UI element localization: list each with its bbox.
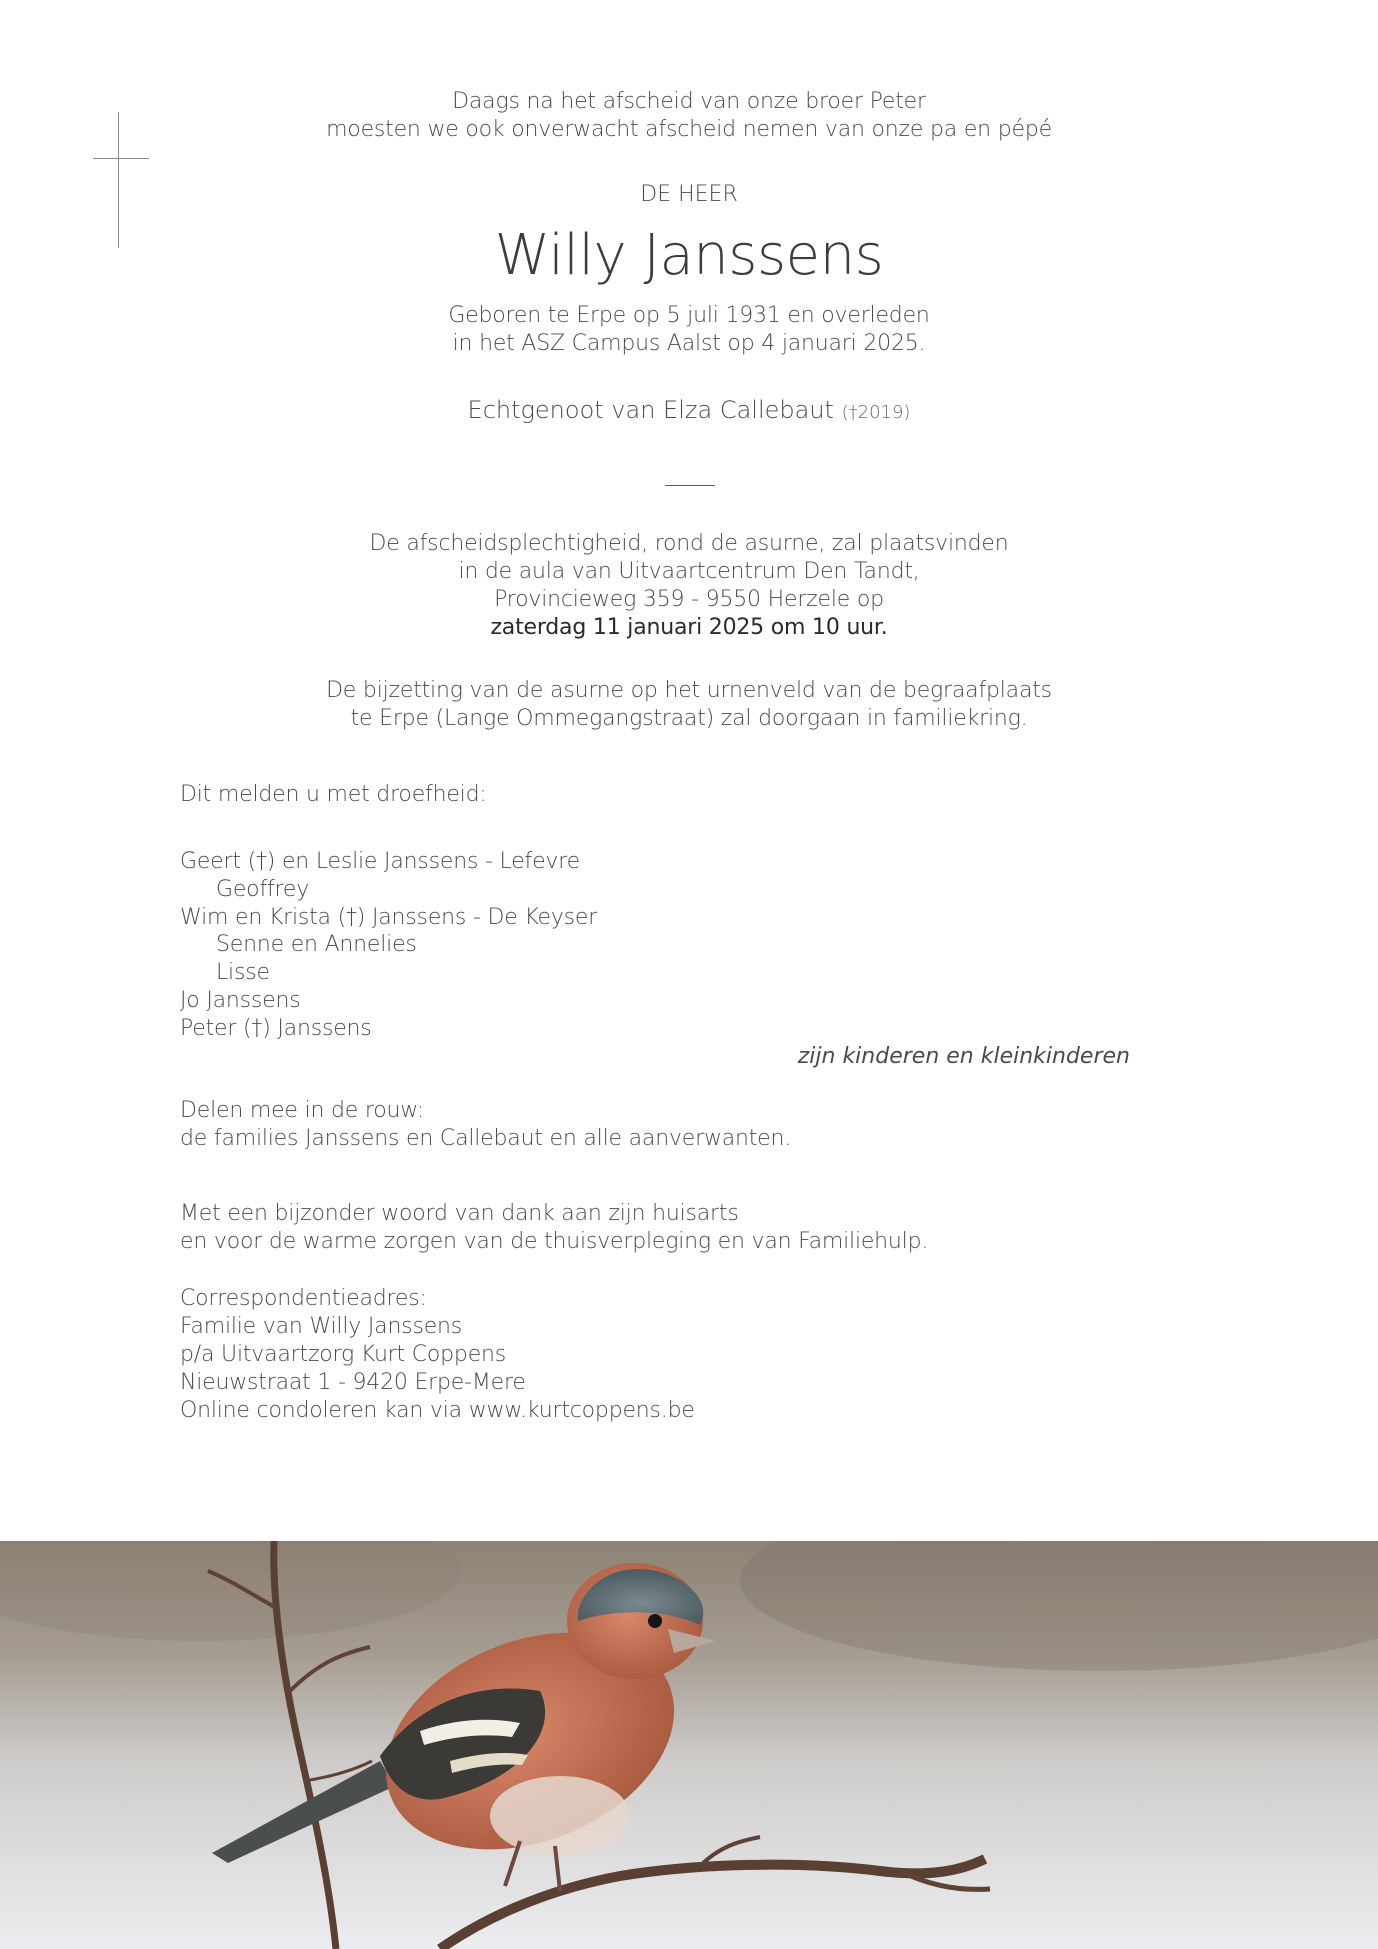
burial-line: De bijzetting van de asurne op het urnenveld van de begraafplaats [326, 678, 1052, 703]
burial-text [0, 677, 1378, 733]
correspondence-heading: Correspondentieadres: [180, 1286, 427, 1311]
born-line: in het ASZ Campus Aalst op 4 januari 2025. [452, 331, 926, 356]
family-member: Senne en Annelies [216, 932, 417, 958]
family-member: Wim en Krista (†) Janssens - De Keyser [180, 904, 598, 930]
family-member: Geert (†) en Leslie Janssens - Lefevre [180, 849, 580, 874]
ceremony-line: Provincieweg 359 - 9550 Herzele op [494, 587, 884, 612]
mention-text: Dit melden u met droefheid: [180, 782, 487, 807]
divider [665, 485, 715, 486]
honorific-title: DE HEER [640, 182, 738, 207]
correspondence-line: p/a Uitvaartzorg Kurt Coppens [180, 1342, 507, 1367]
ceremony-text [0, 530, 1378, 642]
thanks-text [180, 1200, 928, 1256]
share-line: de families Janssens en Callebaut en alle aanverwanten. [180, 1126, 792, 1151]
intro-line: moesten we ook onverwacht afscheid nemen van onze pa en pépé [326, 117, 1052, 142]
correspondence-line: Nieuwstraat 1 - 9420 Erpe-Mere [180, 1370, 526, 1395]
ceremony-date: zaterdag 11 januari 2025 om 10 uur. [490, 615, 888, 640]
family-list [180, 848, 597, 1043]
born-line: Geboren te Erpe op 5 juli 1931 en overleden [448, 303, 930, 328]
thanks-line: Met een bijzonder woord van dank aan zijn huisarts [180, 1201, 739, 1226]
deceased-name: Willy Janssens [494, 223, 884, 288]
correspondence-line: Familie van Willy Janssens [180, 1314, 463, 1339]
share-line: Delen mee in de rouw: [180, 1098, 425, 1123]
thanks-line: en voor de warme zorgen van de thuisverpleging en van Familiehulp. [180, 1229, 929, 1254]
correspondence-block [180, 1285, 695, 1425]
ceremony-line: in de aula van Uitvaartcentrum Den Tandt, [458, 559, 920, 584]
share-text [180, 1097, 791, 1153]
intro-line: Daags na het afscheid van onze broer Peter [452, 89, 926, 114]
family-member: Peter (†) Janssens [180, 1015, 372, 1041]
spouse-death-year: (†2019) [841, 402, 911, 423]
spouse-line [0, 396, 1378, 424]
chaffinch-photo [0, 1541, 1378, 1949]
birth-death-text [0, 302, 1378, 358]
cross-horizontal-bar [93, 158, 149, 159]
family-signature: zijn kinderen en kleinkinderen [797, 1044, 1130, 1069]
burial-line: te Erpe (Lange Ommegangstraat) zal doorgaan in familiekring. [350, 706, 1028, 731]
spouse-name: Echtgenoot van Elza Callebaut [467, 396, 834, 424]
intro-text [0, 88, 1378, 144]
family-member: Lisse [216, 960, 270, 986]
family-member: Jo Janssens [180, 987, 301, 1013]
family-member: Geoffrey [216, 876, 310, 902]
website-link[interactable]: Online condoleren kan via www.kurtcoppens.be [180, 1398, 695, 1423]
ceremony-line: De afscheidsplechtigheid, rond de asurne, zal plaatsvinden [369, 531, 1009, 556]
